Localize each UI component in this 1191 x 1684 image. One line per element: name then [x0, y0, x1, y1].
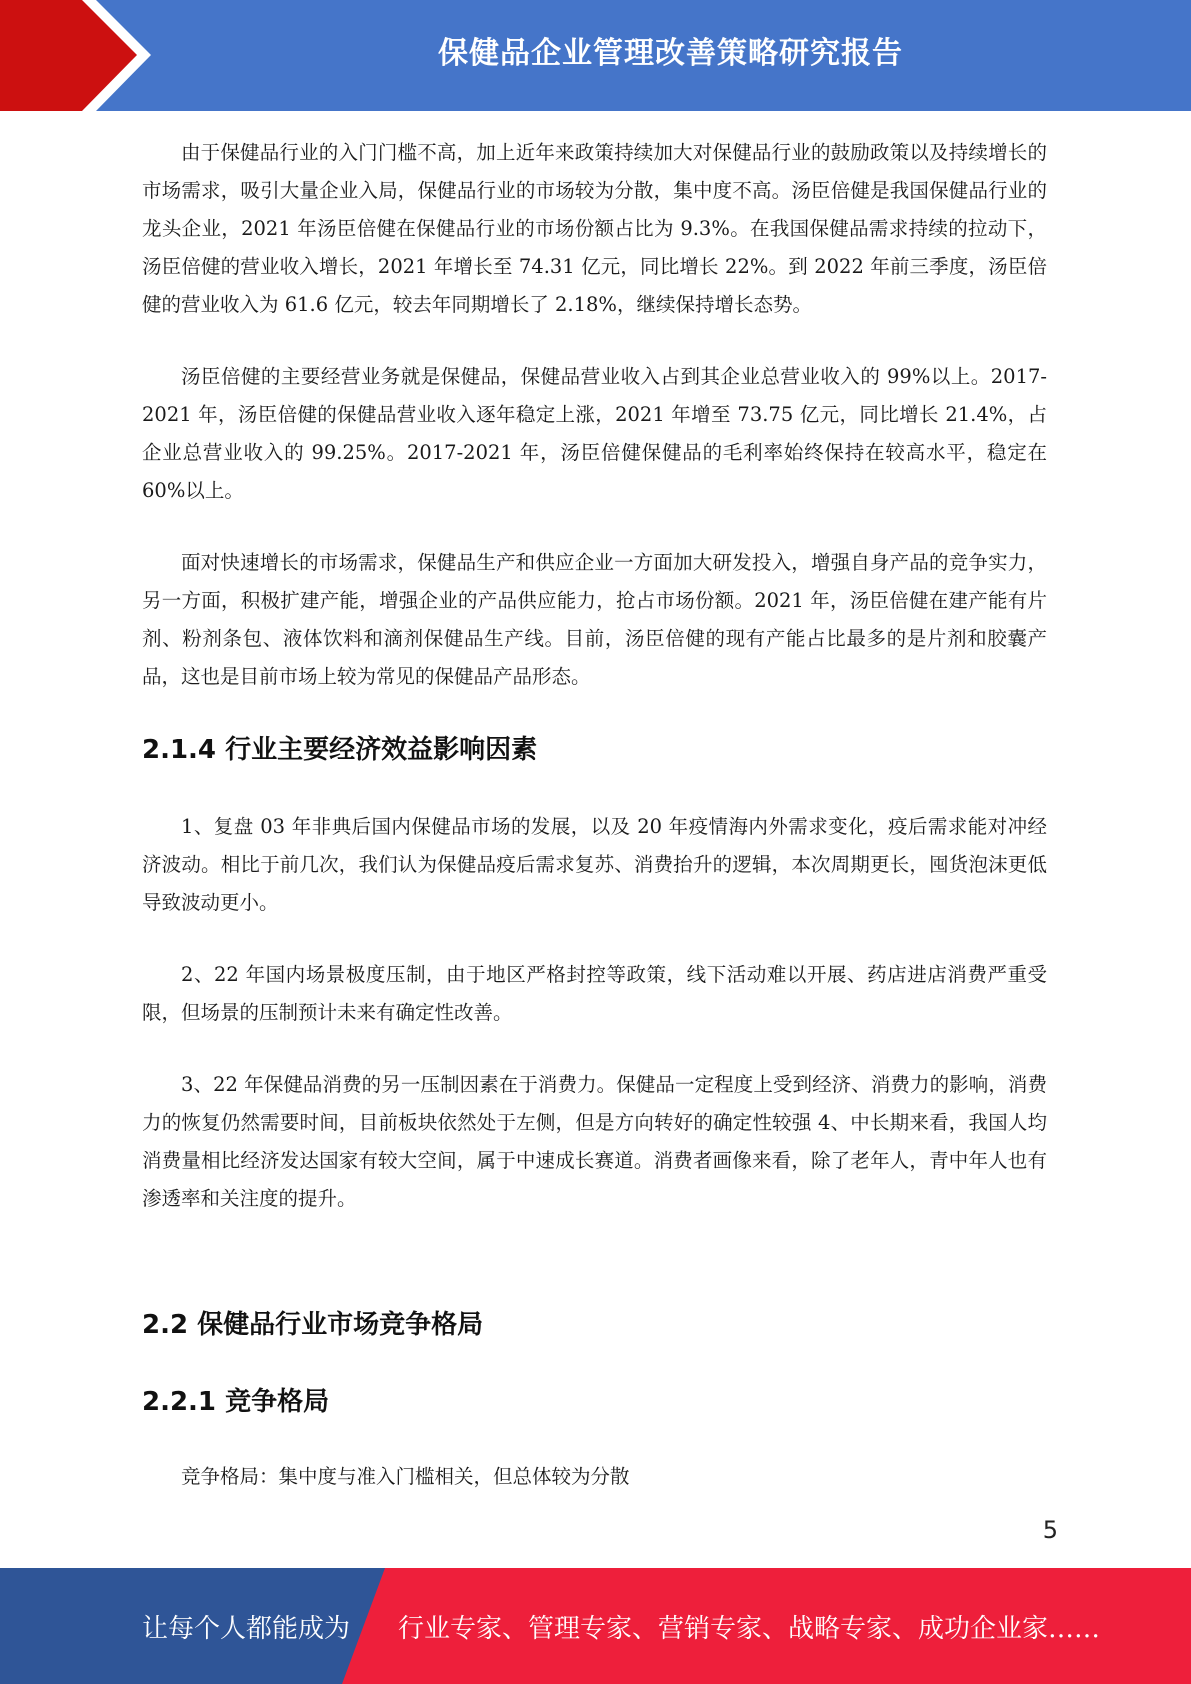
- footer-slogan-left: 让每个人都能成为: [142, 1613, 351, 1644]
- section-heading-2-2-1: 2.2.1 竞争格局: [142, 1387, 330, 1417]
- paragraph-health-revenue: 汤臣倍健的主要经营业务就是保健品，保健品营业收入占到其企业总营业收入的 99%以上。2017-2021 年，汤臣倍健的保健品营业收入逐年稳定上涨，2021 年增至 73.75 亿元，同比增长 21.4%，占企业总营业收入的 99.25%。2017-2021 年，汤臣倍健保健品的毛利率始终保持在较高水平，稳定在 60%以上。: [142, 365, 1047, 502]
- paragraph-capacity-expansion: 面对快速增长的市场需求，保健品生产和供应企业一方面加大研发投入，增强自身产品的竞争实力，另一方面，积极扩建产能，增强企业的产品供应能力，抢占市场份额。2021 年，汤臣倍健在建产能有片剂、粉剂条包、液体饮料和滴剂保健品生产线。目前，汤臣倍健的现有产能占比最多的是片剂和胶囊产品，这也是目前市场上较为常见的保健品产品形态。: [142, 551, 1047, 688]
- section-heading-2-1-4: 2.1.4 行业主要经济效益影响因素: [142, 735, 538, 765]
- page-number: 5: [1042, 1516, 1058, 1544]
- page-footer: [0, 1568, 1191, 1684]
- paragraph-market-share: 由于保健品行业的入门门槛不高，加上近年来政策持续加大对保健品行业的鼓励政策以及持续增长的市场需求，吸引大量企业入局，保健品行业的市场较为分散，集中度不高。汤臣倍健是我国保健品行业的龙头企业，2021 年汤臣倍健在保健品行业的市场份额占比为 9.3%。在我国保健品需求持续的拉动下，汤臣倍健的营业收入增长，2021 年增长至 74.31 亿元，同比增长 22%。到 2022 年前三季度，汤臣倍健的营业收入为 61.6 亿元，较去年同期增长了 2.18%，继续保持增长态势。: [142, 141, 1047, 316]
- footer-slogan-right: 行业专家、管理专家、营销专家、战略专家、成功企业家……: [398, 1613, 1101, 1644]
- paragraph-factor-2: 2、22 年国内场景极度压制，由于地区严格封控等政策，线下活动难以开展、药店进店消费严重受限，但场景的压制预计未来有确定性改善。: [142, 963, 1047, 1024]
- page-header: [0, 0, 1191, 111]
- section-heading-2-2: 2.2 保健品行业市场竞争格局: [142, 1310, 484, 1340]
- paragraph-factor-1: 1、复盘 03 年非典后国内保健品市场的发展，以及 20 年疫情海内外需求变化，疫后需求能对冲经济波动。相比于前几次，我们认为保健品疫后需求复苏、消费抬升的逻辑，本次周期更长，囤货泡沫更低导致波动更小。: [142, 815, 1047, 914]
- header-title: 保健品企业管理改善策略研究报告: [438, 36, 903, 71]
- paragraph-factor-3: 3、22 年保健品消费的另一压制因素在于消费力。保健品一定程度上受到经济、消费力的影响，消费力的恢复仍然需要时间，目前板块依然处于左侧，但是方向转好的确定性较强 4、中长期来看，我国人均消费量相比经济发达国家有较大空间，属于中速成长赛道。消费者画像来看，除了老年人，青中年人也有渗透率和关注度的提升。: [142, 1073, 1047, 1210]
- paragraph-competition: 竞争格局：集中度与准入门槛相关，但总体较为分散: [181, 1465, 630, 1488]
- document-body: [142, 134, 1047, 1496]
